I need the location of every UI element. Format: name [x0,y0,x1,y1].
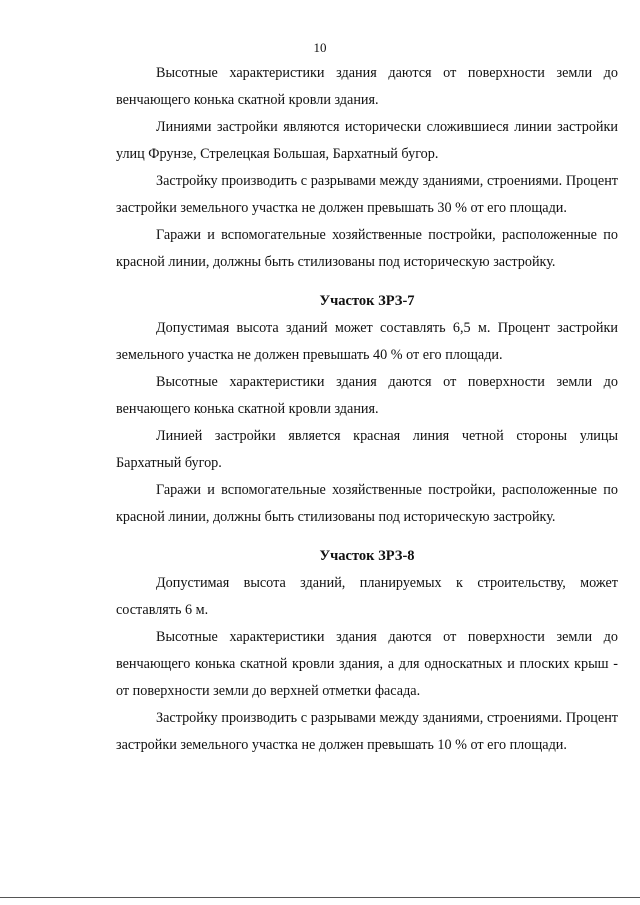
page-content [116,60,618,759]
paragraph: Линией застройки является красная линия четной стороны улицы Бархатный бугор. [116,428,618,471]
paragraph: Застройку производить с разрывами между зданиями, строениями. Процент застройки земельного участка не должен превышать 30 % от его площади. [116,173,618,216]
paragraph: Высотные характеристики здания даются от поверхности земли до венчающего конька скатной кровли здания. [116,65,618,108]
paragraph: Застройку производить с разрывами между зданиями, строениями. Процент застройки земельного участка не должен превышать 10 % от его площади. [116,710,618,753]
paragraph: Гаражи и вспомогательные хозяйственные постройки, расположенные по красной линии, должны быть стилизованы под историческую застройку. [116,227,618,270]
paragraph: Высотные характеристики здания даются от поверхности земли до венчающего конька скатной кровли здания, а для односкатных и плоских крыш - от поверхности земли до верхней отметки фасада. [116,629,618,699]
paragraph: Гаражи и вспомогательные хозяйственные постройки, расположенные по красной линии, должны быть стилизованы под историческую застройку. [116,482,618,525]
section-heading-zrz7: Участок ЗРЗ-7 [319,293,415,309]
section-gap [116,276,618,288]
footer-rule [0,897,640,898]
paragraph: Допустимая высота зданий может составлять 6,5 м. Процент застройки земельного участка не должен превышать 40 % от его площади. [116,320,618,363]
page-number: 10 [313,40,327,55]
section-gap [116,531,618,543]
paragraph: Высотные характеристики здания даются от поверхности земли до венчающего конька скатной кровли здания. [116,374,618,417]
section-heading-zrz8: Участок ЗРЗ-8 [319,548,415,564]
paragraph: Допустимая высота зданий, планируемых к строительству, может составлять 6 м. [116,575,618,618]
paragraph: Линиями застройки являются исторически сложившиеся линии застройки улиц Фрунзе, Стрелецкая Большая, Бархатный бугор. [116,119,618,162]
